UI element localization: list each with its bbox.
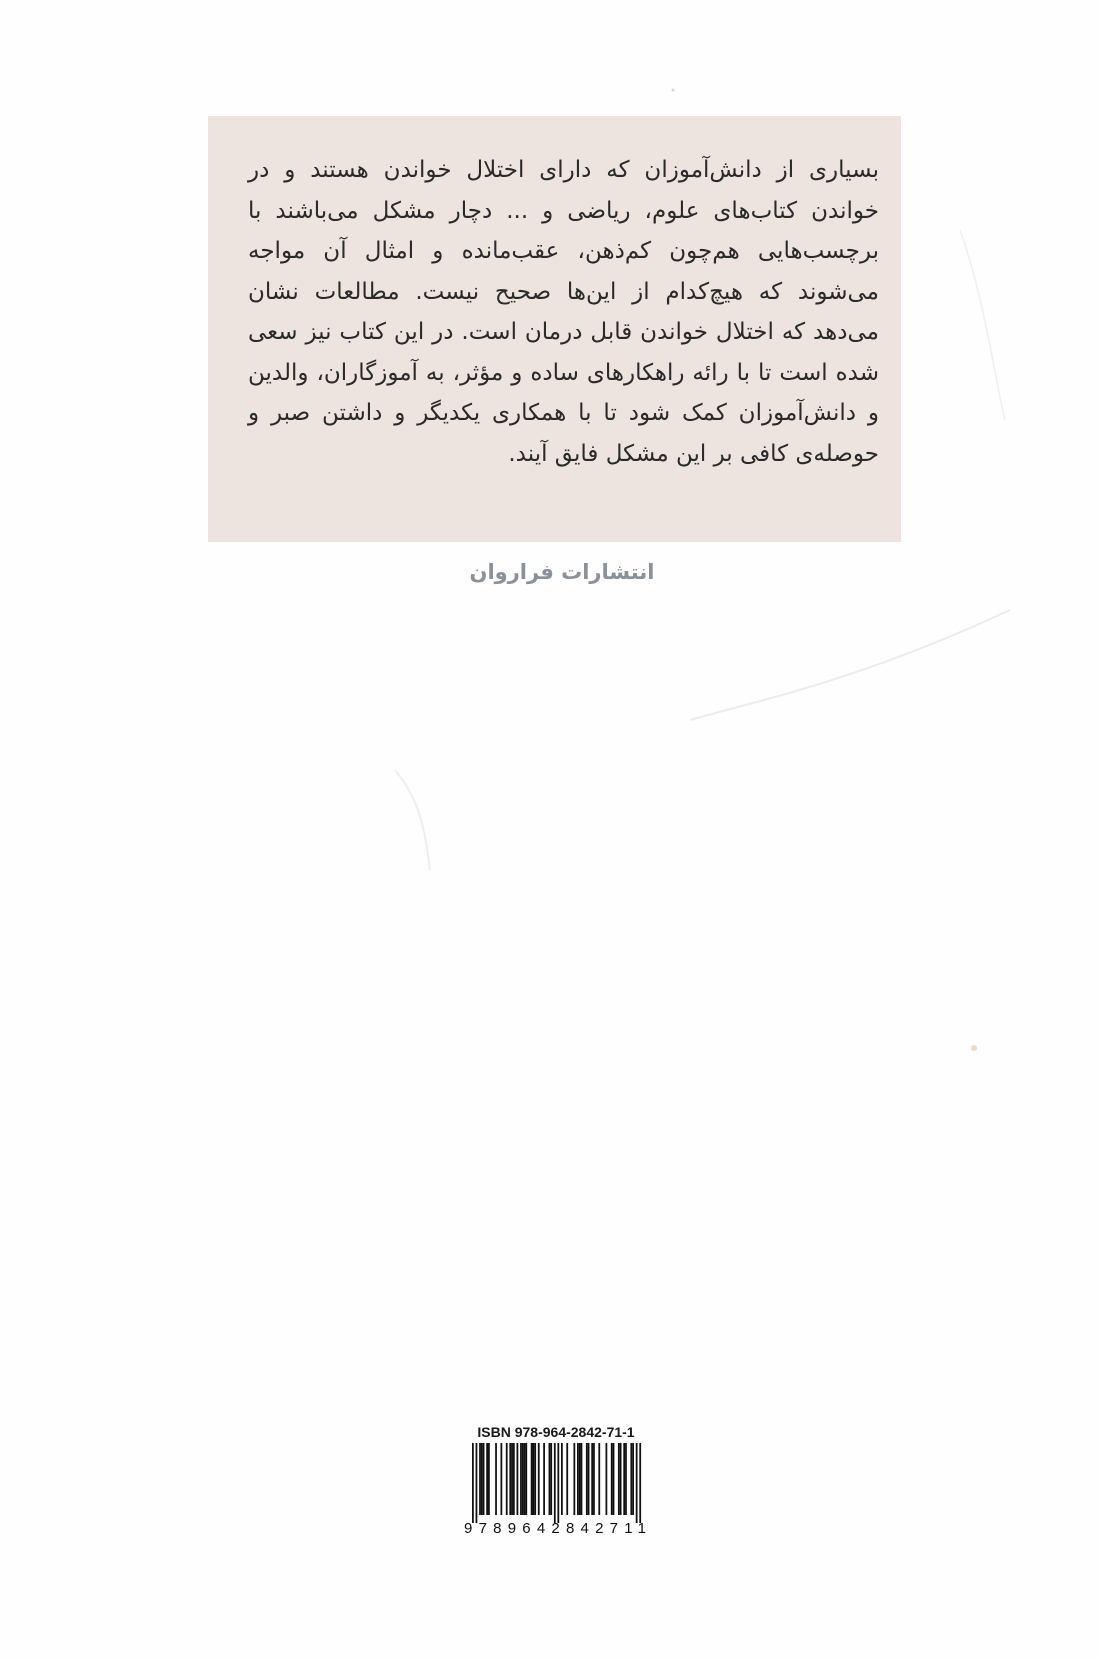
barcode-bar [534, 1443, 536, 1515]
barcode-bar [561, 1443, 563, 1515]
barcode-bar [524, 1443, 526, 1515]
barcode-bar [598, 1443, 600, 1515]
barcode-bar [531, 1443, 533, 1515]
barcode-bar [513, 1443, 515, 1515]
barcode-bar [550, 1443, 552, 1515]
barcode-bar [538, 1443, 540, 1515]
barcode-bar [549, 1443, 551, 1515]
barcode-bar [522, 1443, 524, 1515]
barcode-bar [506, 1443, 508, 1515]
barcode-bar [517, 1443, 519, 1515]
barcode-bar [520, 1443, 522, 1515]
barcode-bar [511, 1443, 513, 1515]
barcode-bar [525, 1443, 527, 1515]
barcode-bar [488, 1443, 490, 1515]
barcode-bar [639, 1443, 641, 1523]
barcode-bar [479, 1443, 481, 1515]
barcode-bar [476, 1443, 478, 1523]
barcode-bar [483, 1443, 485, 1515]
barcode-bar [509, 1443, 511, 1515]
barcode-bar [588, 1443, 590, 1515]
barcode-bar [625, 1443, 627, 1515]
barcode-bar [613, 1443, 615, 1515]
barcode-bar [500, 1443, 502, 1515]
blurb-text: بسیاری از دانش‌آموزان که دارای اختلال خواندن هستند و در خواندن کتاب‌های علوم، ریاضی و ... دچار مشکل می‌باشند با برچسب‌هایی هم‌چون کم‌ذهن، عقب‌مانده و امثال آن مواجه می‌شوند که هیچ‌کدام از این‌ها صحیح نیست. مطالعات نشان می‌دهد که اختلال خواندن قابل درمان است. در این کتاب نیز سعی شده است تا با رائه راهکارهای ساده و مؤثر، به آموزگاران، والدین و دانش‌آموزان کمک شود تا با همکاری یکدیگر و داشتن صبر و حوصله‌ی کافی بر این مشکل فایق آیند. [248, 157, 879, 467]
barcode-bar [632, 1443, 634, 1515]
barcode-bar [620, 1443, 622, 1515]
barcode-bar [486, 1443, 488, 1515]
barcode-bar [618, 1443, 620, 1515]
blurb-box [208, 116, 901, 542]
barcode [462, 1443, 650, 1535]
barcode-bar [543, 1443, 545, 1515]
barcode-digits: 9789642842711 [464, 1520, 646, 1535]
barcode-bar [581, 1443, 583, 1515]
barcode-bar [586, 1443, 588, 1515]
barcode-bar [636, 1443, 638, 1523]
barcode-bar [606, 1443, 608, 1515]
barcode-bar [579, 1443, 581, 1515]
barcode-bar [611, 1443, 613, 1515]
barcode-bar [630, 1443, 632, 1515]
barcode-bar [554, 1443, 556, 1523]
barcode-bar [591, 1443, 593, 1515]
barcode-bar [495, 1443, 497, 1515]
barcode-bar [481, 1443, 483, 1515]
barcode-bar [533, 1443, 535, 1515]
barcode-bar [623, 1443, 625, 1515]
isbn-barcode-block [462, 1424, 650, 1535]
barcode-bar [472, 1443, 474, 1523]
barcode-bar [573, 1443, 575, 1515]
barcode-bar [577, 1443, 579, 1515]
publisher-name: انتشارات فراروان [469, 560, 655, 584]
isbn-label: ISBN 978-964-2842-71-1 [477, 1424, 635, 1440]
barcode-bar [593, 1443, 595, 1515]
barcode-bar [566, 1443, 568, 1515]
barcode-bar [557, 1443, 559, 1523]
